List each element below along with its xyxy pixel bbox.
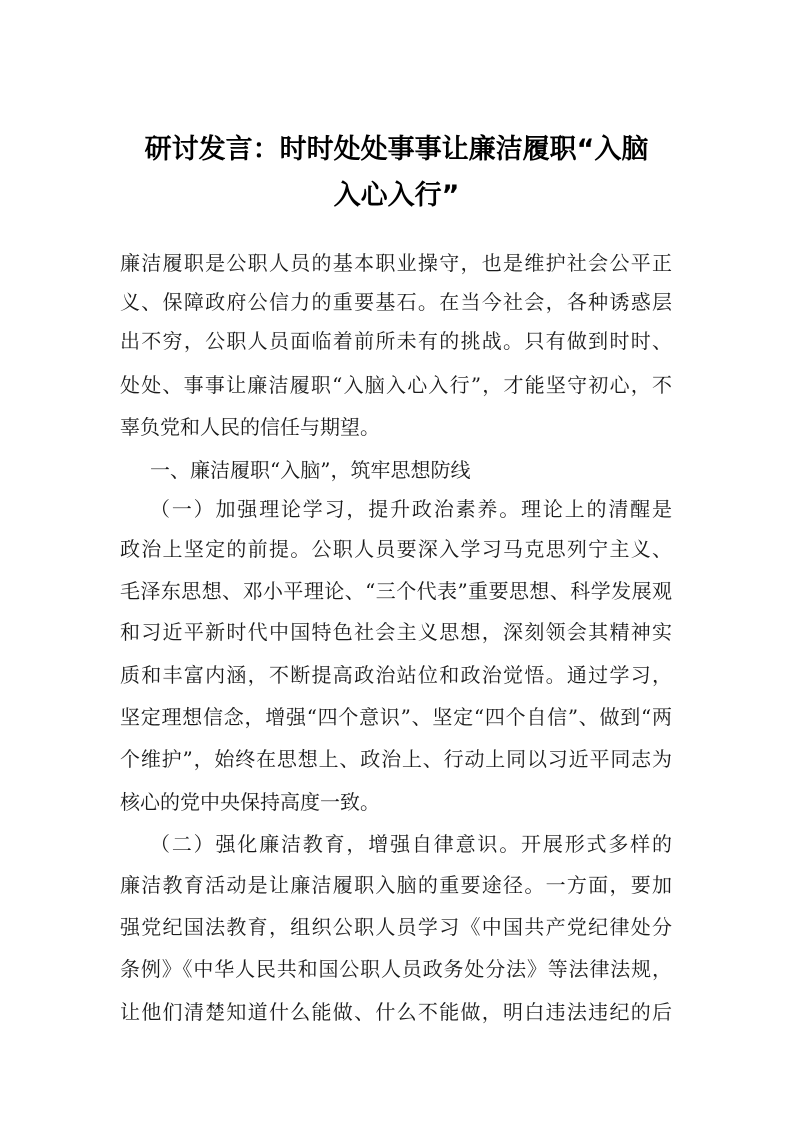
paragraph-line: 质和丰富内涵，不断提高政治站位和政治觉悟。通过学习， (120, 663, 672, 687)
paragraph-line: 强党纪国法教育，组织公职人员学习《中国共产党纪律处分 (120, 915, 672, 939)
paragraph-line: 毛泽东思想、邓小平理论、“三个代表”重要思想、科学发展观 (120, 579, 672, 603)
subsection-heading-line: （一）加强理论学习，提升政治素养。理论上的清醒是 (150, 497, 672, 521)
paragraph-line: 政治上坚定的前提。公职人员要深入学习马克思列宁主义、 (120, 537, 672, 561)
paragraph-line: 处处、事事让廉洁履职“入脑入心入行”，才能坚守初心，不 (120, 373, 672, 397)
paragraph-line: 出不穷，公职人员面临着前所未有的挑战。只有做到时时、 (120, 329, 672, 353)
document-title-line-2: 入心入行” (333, 180, 460, 211)
paragraph-line: 核心的党中央保持高度一致。 (120, 790, 380, 814)
paragraph-line: 廉洁教育活动是让廉洁履职入脑的重要途径。一方面，要加 (120, 873, 672, 897)
paragraph-line: 义、保障政府公信力的重要基石。在当今社会，各种诱惑层 (120, 290, 672, 314)
paragraph-line: 辜负党和人民的信任与期望。 (120, 415, 380, 439)
paragraph-line: 和习近平新时代中国特色社会主义思想，深刻领会其精神实 (120, 620, 672, 644)
paragraph-line: 坚定理想信念，增强“四个意识”、坚定“四个自信”、做到“两 (120, 705, 672, 729)
document-title-line-1: 研讨发言：时时处处事事让廉洁履职“入脑 (144, 134, 649, 165)
paragraph-line: 个维护”，始终在思想上、政治上、行动上同以习近平同志为 (120, 747, 672, 771)
paragraph-line: 让他们清楚知道什么能做、什么不能做，明白违法违纪的后 (120, 1000, 672, 1024)
paragraph-line: 条例》《中华人民共和国公职人员政务处分法》等法律法规， (120, 957, 672, 981)
section-heading: 一、廉洁履职“入脑”，筑牢思想防线 (150, 458, 471, 482)
subsection-heading-line: （二）强化廉洁教育，增强自律意识。开展形式多样的 (150, 832, 672, 856)
paragraph-line: 廉洁履职是公职人员的基本职业操守，也是维护社会公平正 (120, 251, 672, 275)
